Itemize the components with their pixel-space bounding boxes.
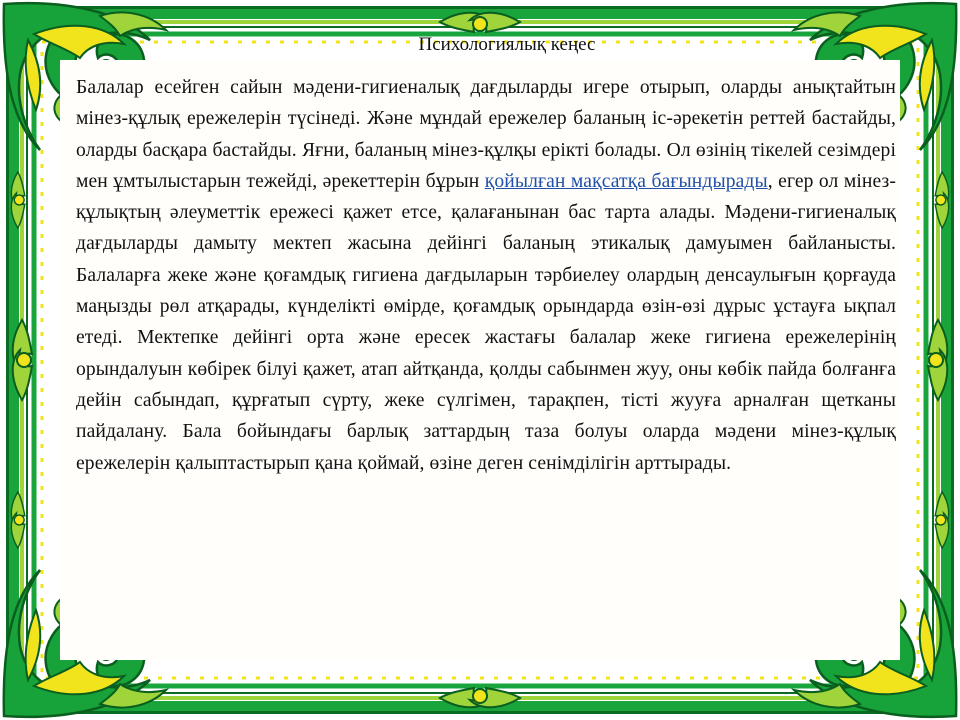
body-text-before-link: Балалар есейген сайын мәдени-гигиеналық дағдыларды игере отырып, оларды анықтайтын мінез-құлық ережелерін түсінеді. Және мұндай ережелер баланың іс-әрекетін реттей бастайды, оларды басқара бастайды. Яғни, баланың мінез-құлқы ерікті болады. Ол өзінің тікелей сезімдері мен ұмтылыстарын тежейді, әрекеттерін бұрын: [76, 77, 896, 192]
slide-body-text: [76, 72, 896, 479]
body-text-after-link: , егер ол мінез-құлықтың әлеуметтік ережесі қажет етсе, қалағанынан бас тарта алады. Мәдени-гигиеналық дағдыларды дамыту мектеп жасына дейінгі баланың этикалық дамуымен байланысты. Балаларға жеке және қоғамдық гигиена дағдыларын тәрбиелеу олардың денсаулығын қорғауда маңызды рөл атқарады, күнделікті өмірде, қоғамдық орындарда өзін-өзі дұрыс ұстауға ықпал етеді. Мектепке дейінгі орта және ересек жастағы балалар жеке гигиена ережелерінің орындалуын көбірек білуі қажет, атап айтқанда, қолды сабынмен жуу, оны көбік пайда болғанға дейін сабындап, құрғатып сүрту, жеке сүлгімен, тарақпен, тісті жууға арналған щетканы пайдалану. Бала бойындағы барлық заттардың таза болуы оларда мәдени мінез-құлық ережелерін қалыптастырып қана қоймай, өзіне деген сенімділігін арттырады.: [76, 170, 896, 474]
body-hyperlink[interactable]: қойылған мақсатқа бағындырады: [484, 170, 768, 192]
slide-title: Психологиялық кеңес: [418, 34, 596, 55]
